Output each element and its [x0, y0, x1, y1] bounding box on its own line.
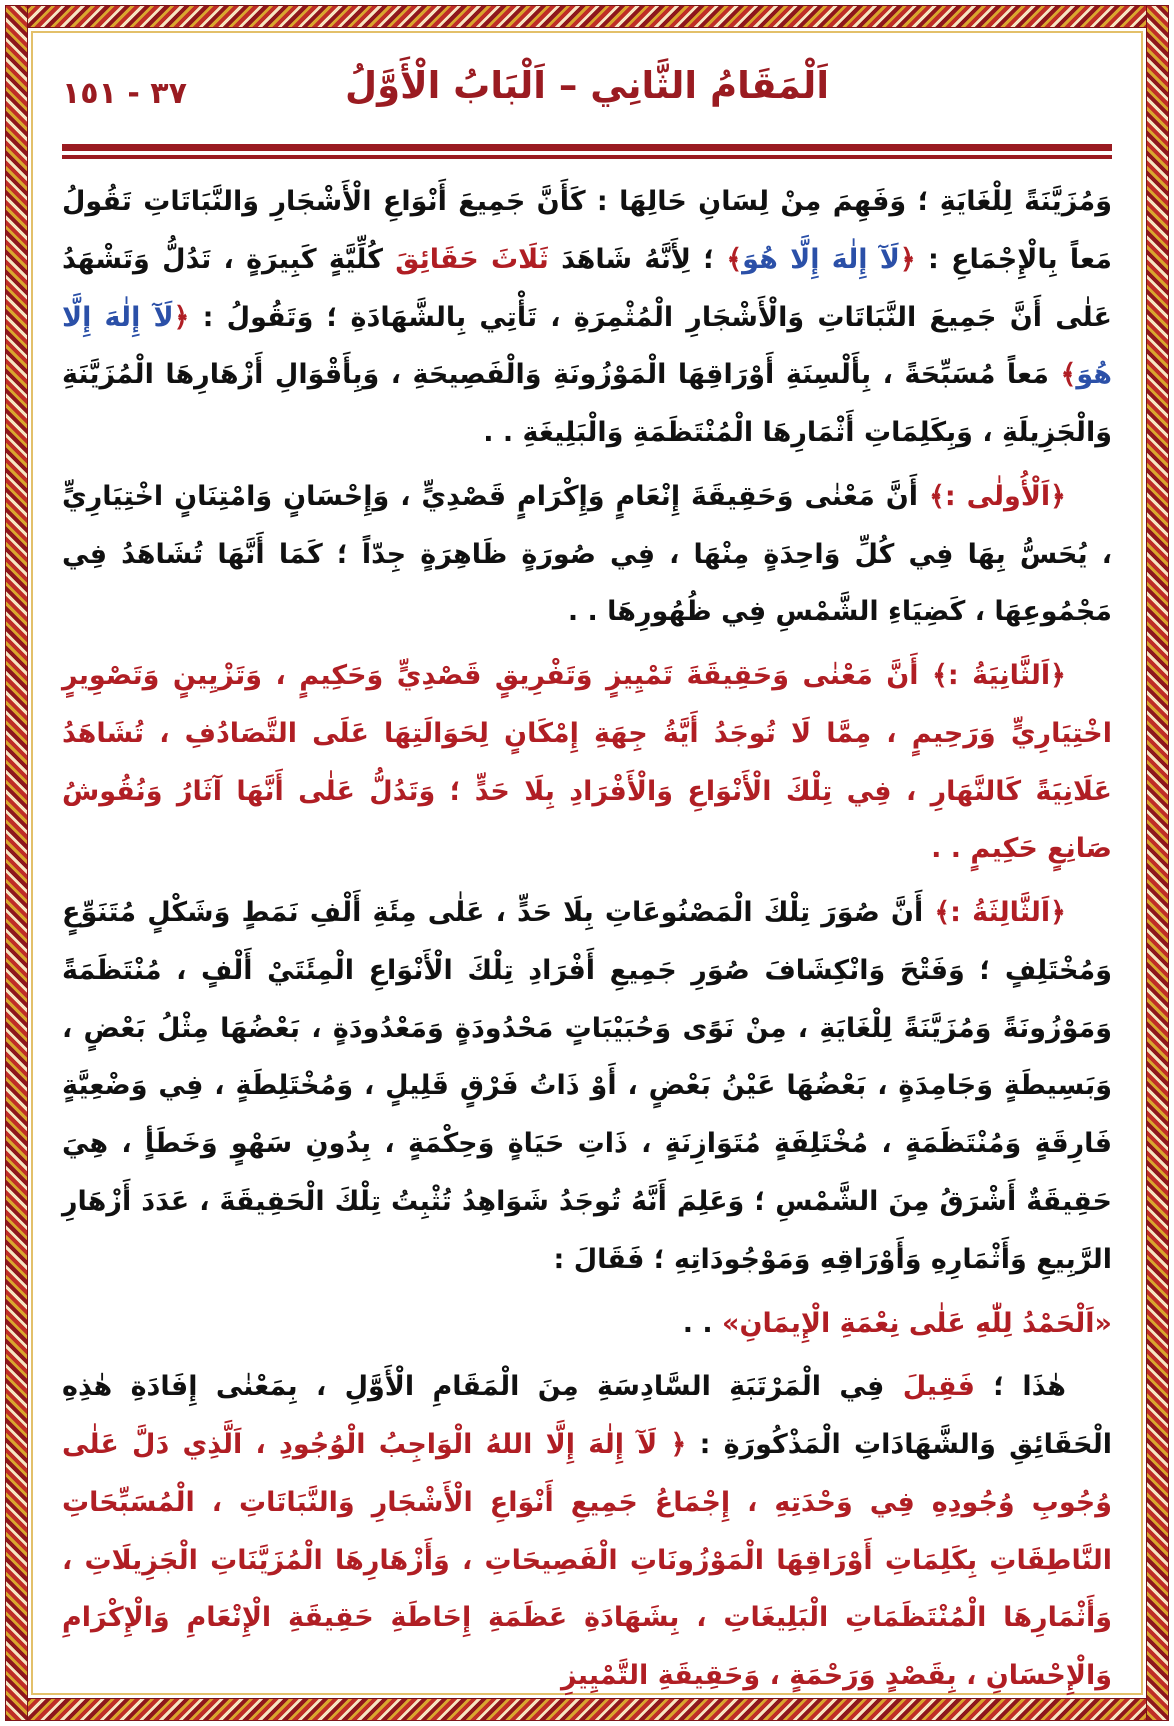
ornamental-border-top: [5, 5, 1169, 28]
text-segment: لَآ إِلٰهَ إِلَّا هُوَ: [62, 301, 1112, 391]
ornamental-border-left: [5, 5, 28, 1721]
text-segment: ؛ لِأَنَّهُ شَاهَدَ: [548, 243, 727, 275]
text-segment: فِي الْمَرْتَبَةِ السَّادِسَةِ مِنَ الْمَقَامِ الْأَوَّلِ ، بِمَعْنٰى إِفَادَةِ هٰذِهِ الْحَقَائِقِ وَالشَّهَادَاتِ الْمَذْكُورَةِ :: [62, 1371, 1112, 1461]
text-segment: مَعاً مُسَبِّحَةً ، بِأَلْسِنَةِ أَوْرَاقِهَا الْمَوْزُونَةِ وَالْفَصِيحَةِ ، وَبِأَقْوَالِ أَزْهَارِهَا الْمُزَيَّنَةِ وَالْجَزِيلَةِ ، وَبِكَلِمَاتِ أَثْمَارِهَا الْمُنْتَظَمَةِ وَالْبَلِيغَةِ . .: [62, 359, 1112, 449]
text-segment: ﴿: [899, 243, 916, 275]
hamd-quote-line: [62, 1295, 1112, 1353]
intro-paragraph: [62, 173, 1112, 462]
second-truth-paragraph: [62, 647, 1112, 878]
text-segment: ﴿: [173, 301, 190, 333]
header-divider-rule: [62, 144, 1112, 159]
text-segment: وَمُزَيَّنَةً لِلْغَايَةِ ؛ وَفَهِمَ مِنْ لِسَانِ حَالِهَا : كَأَنَّ جَمِيعَ أَنْوَاعِ الْأَشْجَارِ وَالنَّبَاتَاتِ تَقُولُ مَعاً بِالْإِجْمَاعِ :: [62, 186, 1112, 275]
text-segment: لَآ إِلٰهَ إِلَّا هُوَ: [742, 243, 900, 275]
text-segment: «اَلْحَمْدُ لِلّٰهِ عَلٰى نِعْمَةِ الْإِيمَانِ»: [722, 1307, 1112, 1339]
text-segment: ثَلَاثَ حَقَائِقَ: [395, 243, 549, 275]
text-segment: أَنَّ صُوَرَ تِلْكَ الْمَصْنُوعَاتِ بِلَا حَدٍّ ، عَلٰى مِئَةِ أَلْفِ نَمَطٍ وَشَكْلٍ مُتَنَوِّعٍ وَمُخْتَلِفٍ ؛ وَفَتْحَ وَانْكِشَافَ صُوَرِ جَمِيعِ أَفْرَادِ تِلْكَ الْأَنْوَاعِ الْمِئَتَيْ أَلْفٍ ، مُنْتَظَمَةً وَمَوْزُونَةً وَمُزَيَّنَةً لِلْغَايَةِ ، مِنْ نَوًى وَحُبَيْبَاتٍ مَحْدُودَةٍ وَمَعْدُودَةٍ ، بَعْضُهَا مِثْلُ بَعْضٍ ، وَبَسِيطَةٍ وَجَامِدَةٍ ، بَعْضُهَا عَيْنُ بَعْضٍ ، أَوْ ذَاتُ فَرْقٍ قَلِيلٍ ، وَمُخْتَلِطَةٍ ، فِي وَضْعِيَّةٍ فَارِقَةٍ وَمُنْتَظَمَةٍ ، مُخْتَلِفَةٍ مُتَوَازِنَةٍ ، ذَاتِ حَيَاةٍ وَحِكْمَةٍ ، بِدُونِ سَهْوٍ وَخَطَأٍ ، هِيَ حَقِيقَةٌ أَشْرَقُ مِنَ الشَّمْسِ ؛ وَعَلِمَ أَنَّهُ تُوجَدُ شَوَاهِدُ تُثْبِتُ تِلْكَ الْحَقِيقَةَ ، عَدَدَ أَزْهَارِ الرَّبِيعِ وَأَثْمَارِهِ وَأَوْرَاقِهِ وَمَوْجُودَاتِهِ ؛ فَقَالَ :: [62, 897, 1112, 1275]
text-segment: أَنَّ مَعْنٰى وَحَقِيقَةَ إِنْعَامٍ وَإِكْرَامٍ قَصْدِيٍّ ، وَإِحْسَانٍ وَامْتِنَانٍ اخْتِيَارِيٍّ ، يُحَسُّ بِهَا فِي كُلِّ وَاحِدَةٍ مِنْهَا ، فِي صُورَةٍ ظَاهِرَةٍ جِدّاً ؛ كَمَا أَنَّهَا تُشَاهَدُ فِي مَجْمُوعِهَا ، كَضِيَاءِ الشَّمْسِ فِي ظُهُورِهَا . .: [62, 480, 1112, 628]
page-content: [62, 60, 1112, 1692]
document-body: [62, 173, 1112, 1705]
text-segment: ﴾: [726, 243, 743, 275]
page-number: ٣٧ - ١٥١: [62, 76, 187, 111]
text-segment: فَقِيلَ: [902, 1371, 975, 1403]
text-segment: ﴾: [1060, 359, 1077, 391]
text-segment: . .: [682, 1307, 723, 1339]
first-truth-paragraph: [62, 468, 1112, 641]
text-segment: ﴿اَلثَّانِيَةُ :﴾ أَنَّ مَعْنٰى وَحَقِيقَةَ تَمْيِيزٍ وَتَفْرِيقٍ قَصْدِيٍّ وَحَكِيمٍ ، وَتَزْيِينٍ وَتَصْوِيرٍ اخْتِيَارِيٍّ وَرَحِيمٍ ، مِمَّا لَا تُوجَدُ أَيَّةُ جِهَةِ إِمْكَانٍ لِحَوَالَتِهَا عَلَى التَّصَادُفِ ، تُشَاهَدُ عَلَانِيَةً كَالنَّهَارِ ، فِي تِلْكَ الْأَنْوَاعِ وَالْأَفْرَادِ بِلَا حَدٍّ ؛ وَتَدُلُّ عَلٰى أَنَّهَا آثَارُ وَنُقُوشُ صَانِعٍ حَكِيمٍ . .: [62, 660, 1112, 865]
text-segment: كُلِّيَّةٍ كَبِيرَةٍ ، تَدُلُّ وَتَشْهَدُ عَلٰى أَنَّ جَمِيعَ النَّبَاتَاتِ وَالْأَشْجَارِ الْمُثْمِرَةِ ، تَأْتِي بِالشَّهَادَةِ ؛ وَتَقُولُ :: [62, 243, 1112, 333]
text-segment: ﴿اَلثَّالِثَةُ :﴾: [934, 897, 1066, 929]
page-header: [62, 60, 1112, 140]
conclusion-paragraph: [62, 1358, 1112, 1705]
third-truth-paragraph: [62, 884, 1112, 1288]
ornamental-border-right: [1146, 5, 1169, 1721]
text-segment: ﴿اَلْأُولٰى :﴾: [929, 480, 1067, 512]
text-segment: هٰذَا ؛: [974, 1371, 1066, 1403]
page-title: اَلْمَقَامُ الثَّانِي – اَلْبَابُ الْأَوَّلُ: [344, 64, 830, 107]
text-segment: ﴿ لَآ إِلٰهَ إِلَّا اللهُ الْوَاجِبُ الْوُجُودِ ، اَلَّذِي دَلَّ عَلٰى وُجُوبِ وُجُودِهِ فِي وَحْدَتِهِ ، إِجْمَاعُ جَمِيعِ أَنْوَاعِ الْأَشْجَارِ وَالنَّبَاتَاتِ ، الْمُسَبِّحَاتِ النَّاطِقَاتِ بِكَلِمَاتِ أَوْرَاقِهَا الْمَوْزُونَاتِ الْفَصِيحَاتِ ، وَأَزْهَارِهَا الْمُزَيَّنَاتِ الْجَزِيلَاتِ ، وَأَثْمَارِهَا الْمُنْتَظَمَاتِ الْبَلِيغَاتِ ، بِشَهَادَةِ عَظَمَةِ إِحَاطَةِ حَقِيقَةِ الْإِنْعَامِ وَالْإِكْرَامِ وَالْإِحْسَانِ ، بِقَصْدٍ وَرَحْمَةٍ ، وَحَقِيقَةِ التَّمْيِيزِ: [62, 1429, 1112, 1692]
